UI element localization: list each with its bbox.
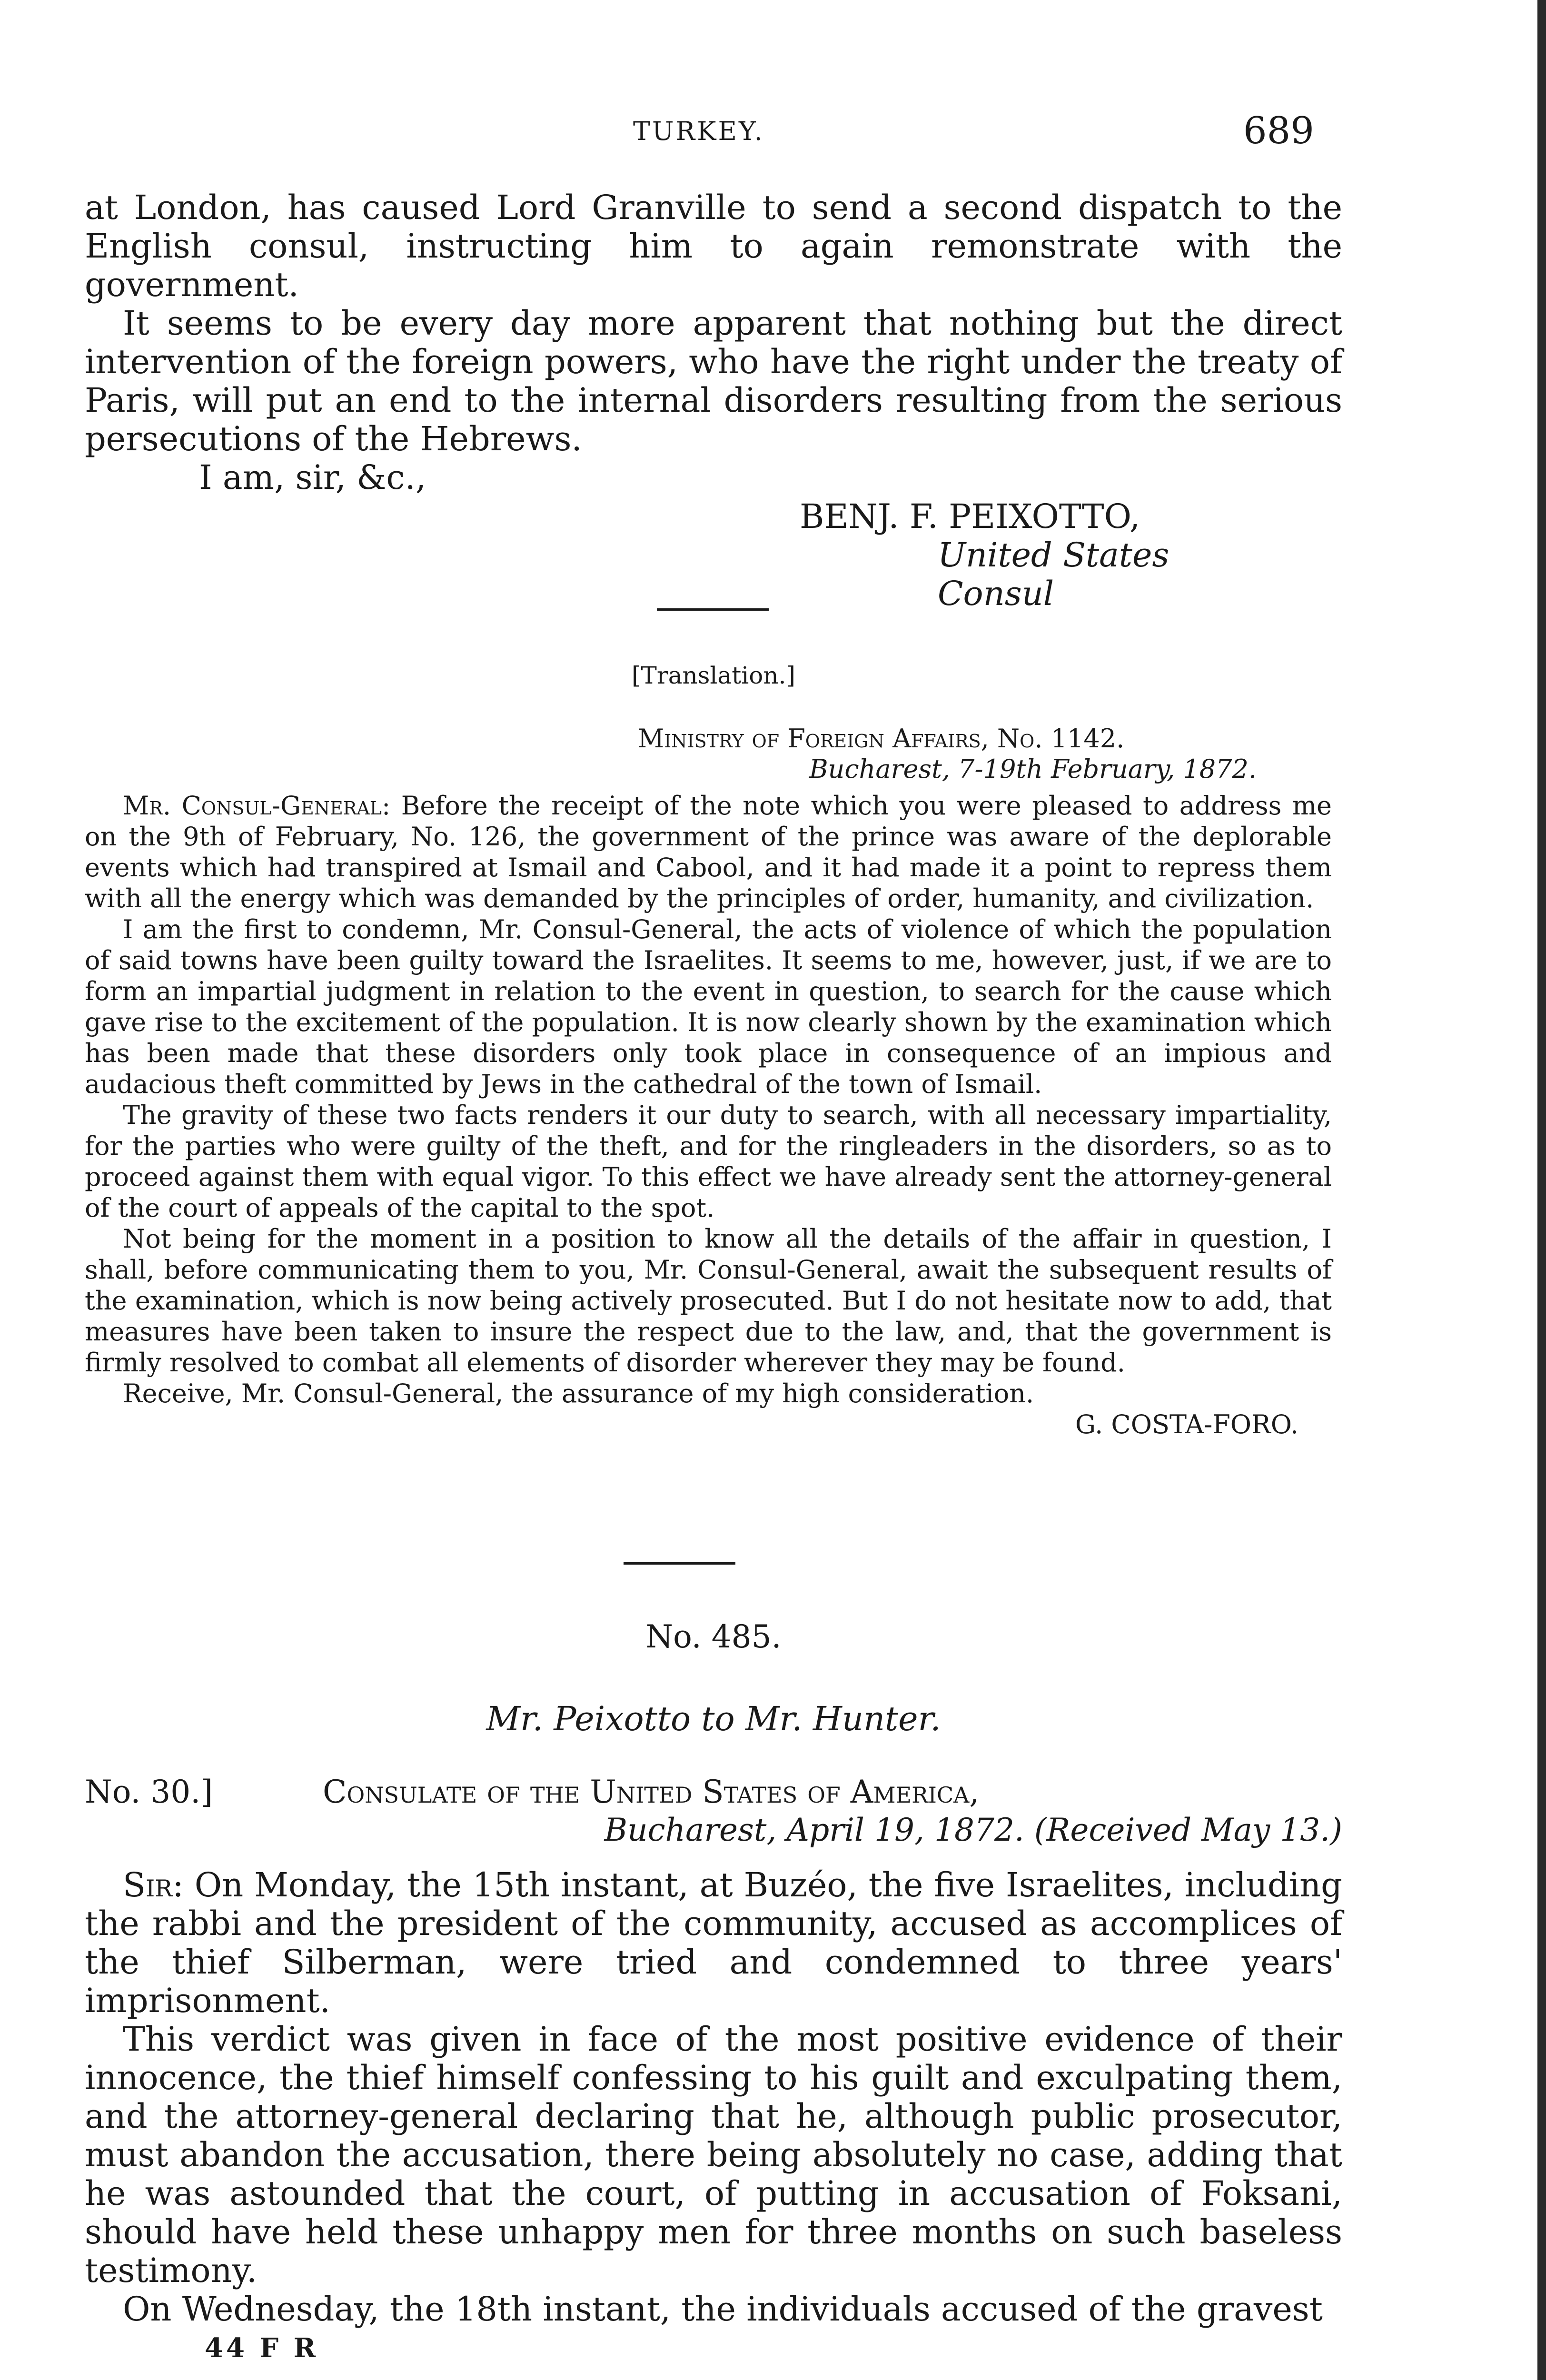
paragraph: It seems to be every day more apparent that nothing but the direct intervention of the foreign powers, who have the right under the treaty of Paris, will put an end to the internal disorders resulting from the serious persecutions of the Hebrews. — [85, 304, 1342, 458]
place-date: Bucharest, 7-19th February, 1872. — [809, 754, 1257, 784]
salutation: Mr. Consul-General: — [123, 791, 391, 821]
paragraph: Before the receipt of the note which you were pleased to address me on the 9th of February, No. 126, the government of the prince was aware of the deplorable events which had transpired at Ismail and Cabool, and it had made it a point to repress them with all the energy which was demanded by the principles of order, humanity, and civilization. — [85, 791, 1332, 913]
paragraph: On Monday, the 15th instant, at Buzéo, the five Israelites, including the rabbi and the president of the community, accused as accomplices of the thief Silberman, were tried and condemned to three years' imprisonment. — [85, 1865, 1342, 2020]
translation-label: [Translation.] — [631, 662, 796, 689]
closing: I am, sir, &c., — [199, 458, 426, 497]
place-date: Bucharest, April 19, 1872. (Received May 13.) — [604, 1812, 1342, 1848]
separator-rule — [657, 608, 769, 611]
signer-name: G. COSTA-FORO. — [1075, 1409, 1298, 1439]
page-number: 689 — [1243, 109, 1314, 152]
signature-block — [800, 497, 1285, 613]
signer-title: United States Consul — [938, 536, 1169, 613]
letter-continuation — [85, 188, 1342, 497]
paragraph: On Wednesday, the 18th instant, the individuals accused of the gravest — [123, 2290, 1323, 2329]
document-number: No. 485. — [645, 1618, 782, 1655]
signature-mark: 44 F R — [205, 2332, 319, 2364]
page-edge — [1537, 0, 1546, 2380]
dispatch-ref: No. 30.] — [85, 1774, 213, 1810]
signer-name: BENJ. F. PEIXOTTO, — [800, 497, 1140, 536]
ministry-line: Ministry of Foreign Affairs, No. 1142. — [638, 724, 1125, 754]
paragraph: Receive, Mr. Consul-General, the assurance of my high consideration. — [123, 1378, 1034, 1408]
running-title: TURKEY. — [633, 116, 764, 146]
paragraph: This verdict was given in face of the most positive evidence of their innocence, the thief himself confessing to his guilt and exculpating them, and the attorney-general declaring that he, although public prosecutor, must abandon the accusation, there being absolutely no case, adding that he was astounded that the court, of putting in accusation of Foksani, should have held these unhappy men for three months on such baseless testimony. — [85, 2020, 1342, 2290]
dispatch-dateline — [85, 1773, 1342, 1849]
consulate-line: Consulate of the United States of America, — [323, 1774, 980, 1810]
separator-rule — [624, 1562, 735, 1565]
running-header — [0, 109, 1546, 152]
document-heading: Mr. Peixotto to Mr. Hunter. — [486, 1699, 941, 1738]
dateline — [638, 724, 1257, 784]
paragraph: at London, has caused Lord Granville to send a second dispatch to the English consul, instructing him to again remonstrate with the government. — [85, 188, 1342, 304]
paragraph: Not being for the moment in a position to know all the details of the affair in question, I shall, before communicating them to you, Mr. Consul-General, await the subsequent results of the examination, which is now being actively prosecuted. But I do not hesitate now to add, that measures have been taken to insure the respect due to the law, and, that the government is firmly resolved to combat all elements of disorder wherever they may be found. — [85, 1224, 1332, 1378]
dispatch-body — [85, 1866, 1342, 2329]
paragraph: The gravity of these two facts renders it our duty to search, with all necessary impartiality, for the parties who were guilty of the theft, and for the ringleaders in the disorders, so as to proceed against them with equal vigor. To this effect we have already sent the attorney-general of the court of appeals of the capital to the spot. — [85, 1100, 1332, 1223]
salutation: Sir: — [123, 1865, 184, 1904]
paragraph: I am the first to condemn, Mr. Consul-General, the acts of violence of which the population of said towns have been guilty toward the Israelites. It seems to me, however, just, if we are to form an impartial judgment in relation to the event in question, to search for the cause which gave rise to the excitement of the population. It is now clearly shown by the examination which has been made that these disorders only took place in consequence of an impious and audacious theft committed by Jews in the cathedral of the town of Ismail. — [85, 914, 1332, 1099]
translation-body — [85, 790, 1332, 1440]
